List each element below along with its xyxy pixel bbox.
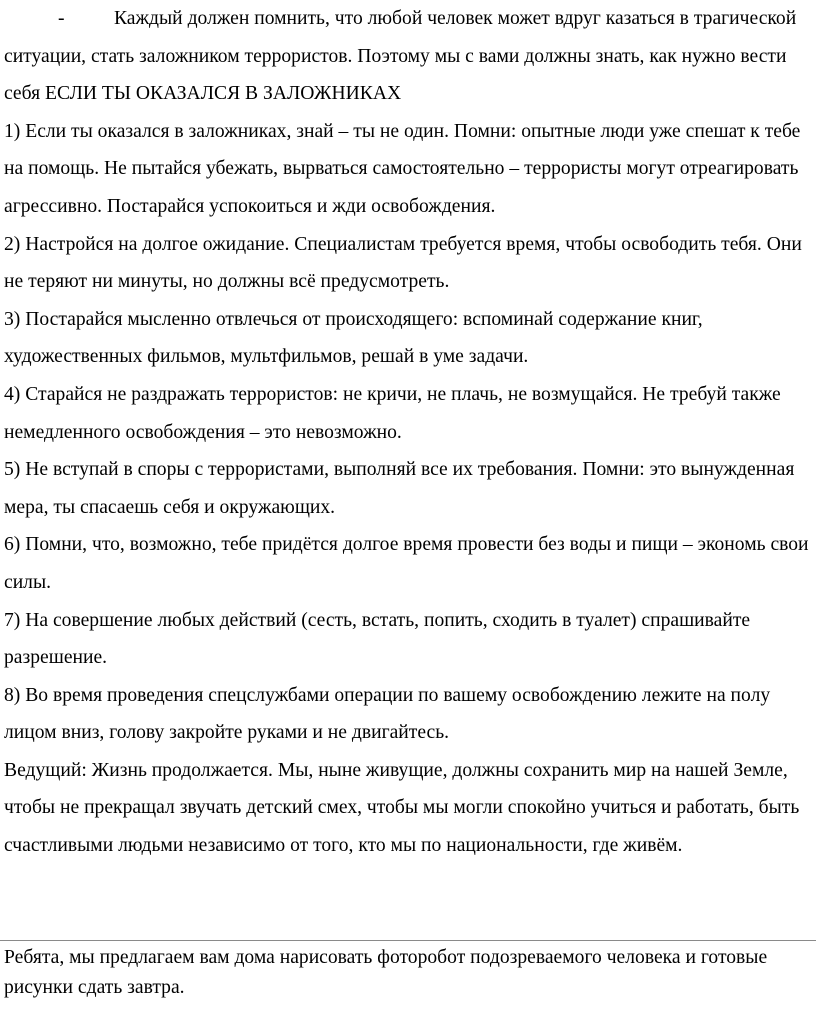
divider xyxy=(0,940,816,941)
rule-4: 4) Старайся не раздражать террористов: не кричи, не плачь, не возмущайся. Не требуй также немедленного освобождения – это невозможно. xyxy=(4,383,781,443)
rule-2: 2) Настройся на долгое ожидание. Специалистам требуется время, чтобы освободить тебя. Они не теряют ни минуты, но должны всё предусмотреть. xyxy=(4,233,802,293)
rule-3: 3) Постарайся мысленно отвлечься от происходящего: вспоминай содержание книг, художественных фильмов, мультфильмов, решай в уме задачи. xyxy=(4,308,703,368)
rule-6: 6) Помни, что, возможно, тебе придётся долгое время провести без воды и пищи – экономь свои силы. xyxy=(4,534,809,593)
assignment-paragraph: Ребята, мы предлагаем вам дома нарисовать фоторобот подозреваемого человека и готовые рисунки сдать завтра. xyxy=(4,947,768,998)
intro-text-rest: трагической ситуации, стать заложником террористов. Поэтому мы с вами должны знать, как нужно вести себя ЕСЛИ ТЫ ОКАЗАЛСЯ В ЗАЛОЖНИКАХ xyxy=(4,8,797,105)
list-dash: - xyxy=(58,8,65,29)
closing-paragraph: Ведущий: Жизнь продолжается. Мы, ныне живущие, должны сохранить мир на нашей Земле, чтобы не прекращал звучать детский смех, чтобы мы могли спокойно учиться и работать, быть счастливыми людьми независимо от того, кто мы по национальности, где живём. xyxy=(4,759,800,857)
intro-text-first: Каждый должен помнить, что любой человек может вдруг казаться в xyxy=(114,8,689,29)
rule-5: 5) Не вступай в споры с террористами, выполняй все их требования. Помни: это вынужденная мера, ты спасаешь себя и окружающих. xyxy=(4,459,795,518)
rule-1: 1) Если ты оказался в заложниках, знай – ты не один. Помни: опытные люди уже спешат к тебе на помощь. Не пытайся убежать, вырваться самостоятельно – террористы могут отреагировать агрессивно. Постарайся успокоиться и жди освобождения. xyxy=(4,120,801,217)
main-text-block xyxy=(4,0,814,865)
intro-paragraph xyxy=(4,0,814,113)
rule-8: 8) Во время проведения спецслужбами операции по вашему освобождению лежите на полу лицом вниз, голову закройте руками и не двигайтесь. xyxy=(4,684,771,744)
rule-7: 7) На совершение любых действий (сесть, встать, попить, сходить в туалет) спрашивайте разрешение. xyxy=(4,609,751,669)
